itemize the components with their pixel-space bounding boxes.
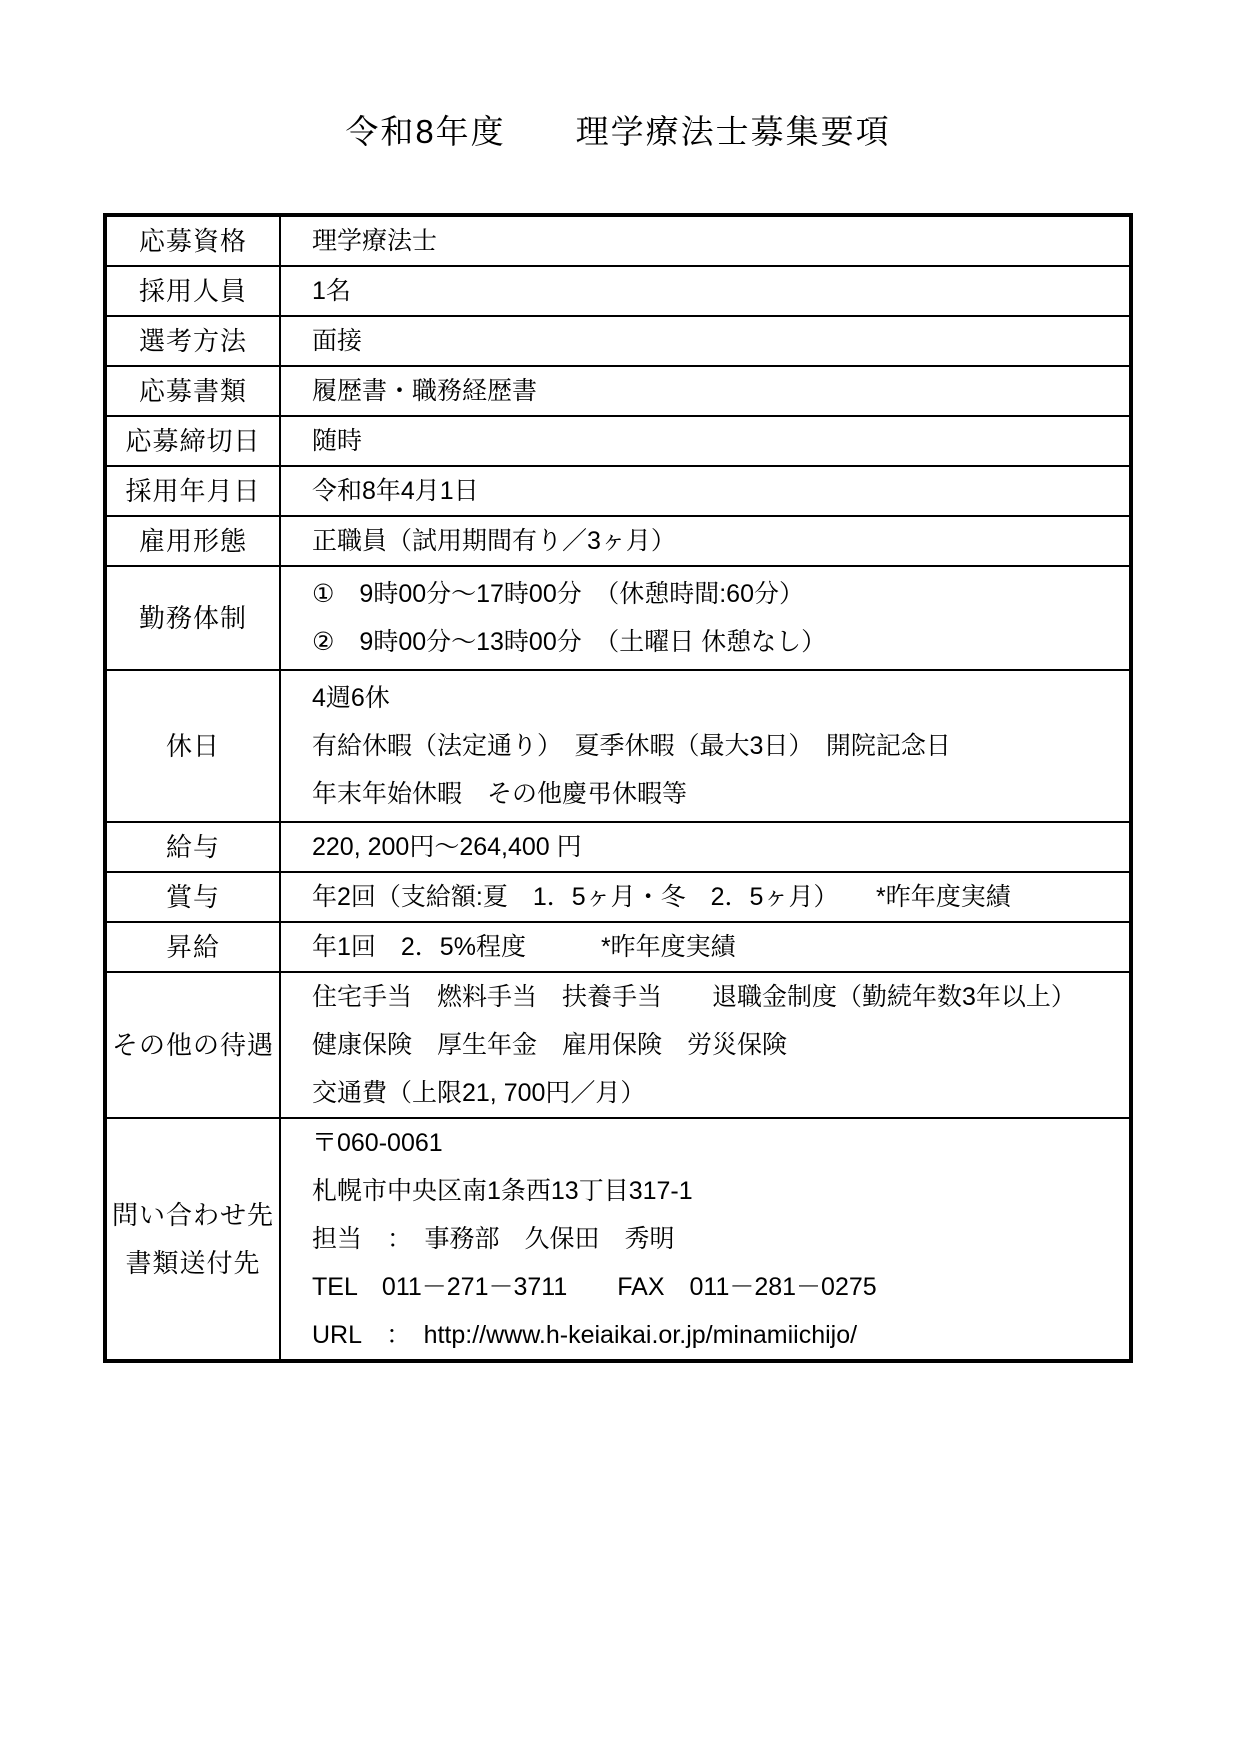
row-label: 選考方法 [107, 317, 281, 365]
row-contact [107, 1117, 1129, 1359]
value-line: 220, 200円～264,400 円 [312, 833, 582, 861]
tel-fax: TEL 011－271－3711 FAX 011－281－0275 [312, 1273, 877, 1301]
value-line: 有給休暇（法定通り） 夏季休暇（最大3日） 開院記念日 [312, 732, 951, 760]
row-label: 採用年月日 [107, 467, 281, 515]
row-value [281, 367, 1129, 415]
value-line: 健康保険 厚生年金 雇用保険 労災保険 [312, 1031, 788, 1059]
row-label: 応募締切日 [107, 417, 281, 465]
row-value [281, 923, 1129, 971]
value-line: 交通費（上限21, 700円／月） [312, 1079, 646, 1107]
row-label: 勤務体制 [107, 567, 281, 669]
row-raise [107, 921, 1129, 971]
row-salary [107, 821, 1129, 871]
url: URL ： http://www.h-keiaikai.or.jp/minamiichijo/ [312, 1321, 858, 1349]
row-value [281, 1119, 1129, 1359]
value-line: 年2回（支給額:夏 1．5ヶ月・冬 2．5ヶ月） *昨年度実績 [312, 883, 1011, 911]
row-label: 応募資格 [107, 217, 281, 265]
value-line: 1名 [312, 277, 351, 305]
row-label: 応募書類 [107, 367, 281, 415]
value-line: 面接 [312, 327, 363, 355]
row-holidays [107, 669, 1129, 821]
row-value [281, 267, 1129, 315]
row-label: 昇給 [107, 923, 281, 971]
row-value [281, 217, 1129, 265]
row-label [107, 1119, 281, 1359]
value-line: 理学療法士 [312, 227, 438, 255]
row-label-line: 問い合わせ先 [111, 1200, 274, 1230]
row-hires [107, 265, 1129, 315]
recruitment-table [103, 213, 1133, 1363]
address: 札幌市中央区南1条西13丁目317-1 [312, 1177, 693, 1205]
value-line: 令和8年4月1日 [312, 477, 479, 505]
row-employment-type [107, 515, 1129, 565]
row-selection-method [107, 315, 1129, 365]
row-deadline [107, 415, 1129, 465]
row-qualification [107, 217, 1129, 265]
row-value [281, 823, 1129, 871]
row-label: 給与 [107, 823, 281, 871]
row-value [281, 417, 1129, 465]
row-label: 賞与 [107, 873, 281, 921]
postal-code: 〒060-0061 [312, 1129, 443, 1157]
row-application-documents [107, 365, 1129, 415]
row-value [281, 671, 1129, 821]
value-line: 正職員（試用期間有り／3ヶ月） [312, 527, 676, 555]
row-bonus [107, 871, 1129, 921]
row-benefits [107, 971, 1129, 1117]
row-label-line: 書類送付先 [125, 1248, 261, 1278]
row-work-schedule [107, 565, 1129, 669]
row-label: その他の待遇 [107, 973, 281, 1117]
row-label: 採用人員 [107, 267, 281, 315]
value-line: ② 9時00分～13時00分 （土曜日 休憩なし） [312, 628, 827, 656]
row-label: 休日 [107, 671, 281, 821]
value-line: 随時 [312, 427, 363, 455]
row-value [281, 467, 1129, 515]
value-line: 年1回 2．5%程度 *昨年度実績 [312, 933, 736, 961]
value-line: 履歴書・職務経歴書 [312, 377, 538, 405]
value-line: 年末年始休暇 その他慶弔休暇等 [312, 780, 688, 808]
row-value [281, 567, 1129, 669]
value-line: 住宅手当 燃料手当 扶養手当 退職金制度（勤続年数3年以上） [312, 983, 1076, 1011]
row-value [281, 317, 1129, 365]
value-line: 4週6休 [312, 684, 390, 712]
row-value [281, 517, 1129, 565]
row-hire-date [107, 465, 1129, 515]
row-value [281, 873, 1129, 921]
row-value [281, 973, 1129, 1117]
value-line: ① 9時00分～17時00分 （休憩時間:60分） [312, 580, 804, 608]
row-label: 雇用形態 [107, 517, 281, 565]
page-title: 令和8年度 理学療法士募集要項 [345, 113, 891, 150]
contact-person: 担当 ： 事務部 久保田 秀明 [312, 1225, 675, 1253]
